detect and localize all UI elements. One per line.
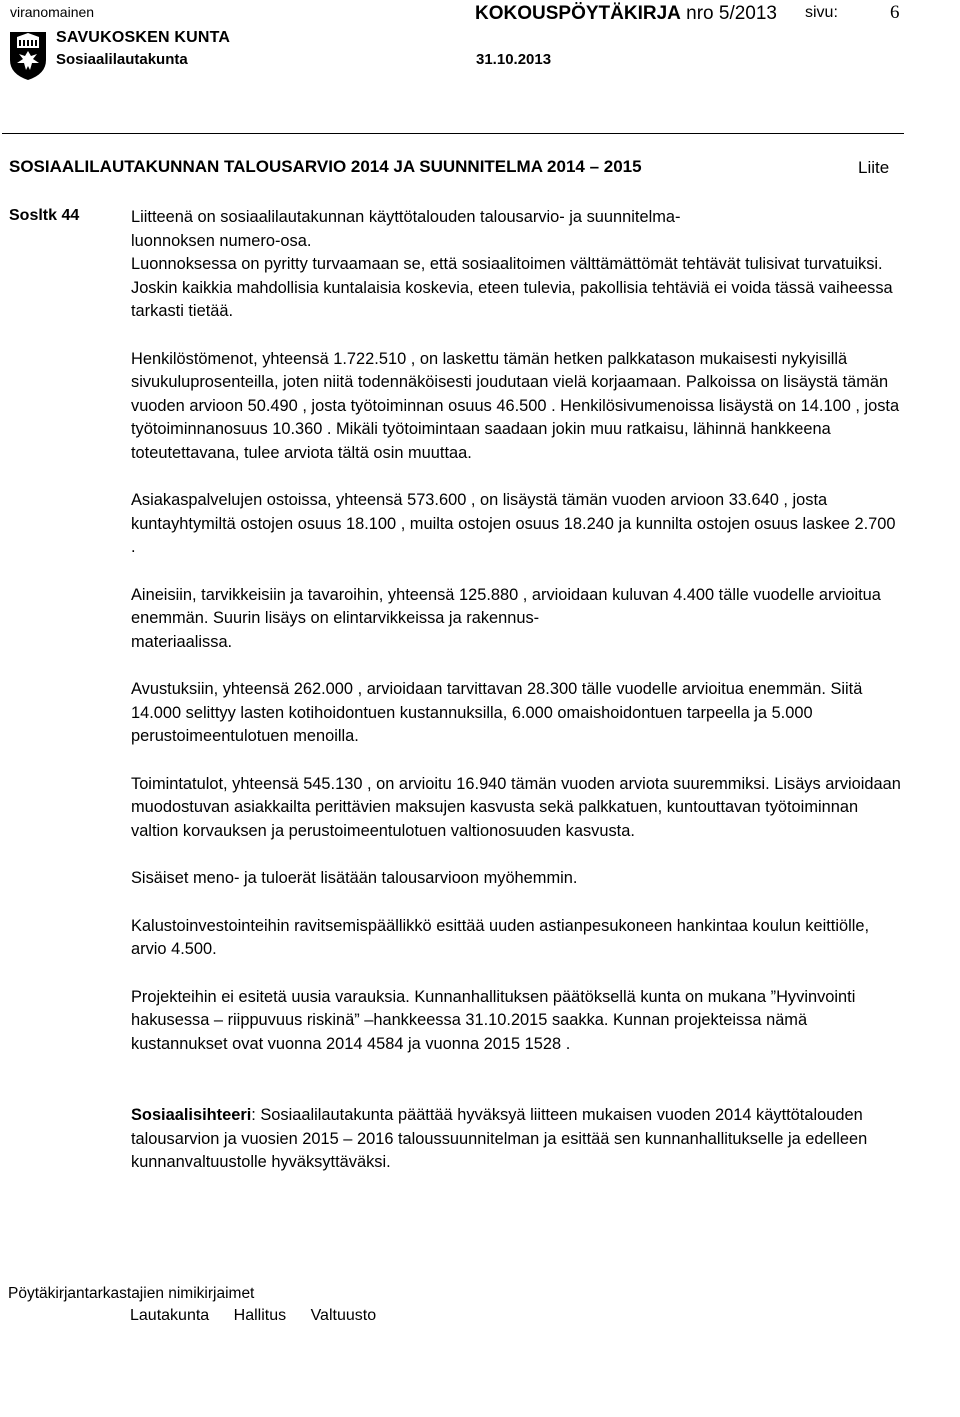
municipality-name: SAVUKOSKEN KUNTA (56, 29, 231, 46)
section-title: SOSIAALILAUTAKUNNAN TALOUSARVIO 2014 JA SUUNNITELMA 2014 – 2015 (9, 157, 642, 176)
page-number: 6 (890, 2, 900, 23)
paragraph-investments: Kalustoinvestointeihin ravitsemispäällikkö esittää uuden astianpesukoneen hankintaa koulun keittiölle, arvio 4.500. (131, 916, 870, 958)
paragraph-intro-2: Luonnoksessa on pyritty turvaamaan se, että sosiaalitoimen välttämättömät tehtävät tulisivat turvatuiksi. Joskin kaikkia mahdollisia kuntalaisia koskevia, eteen tulevia, pakollisia tehtäviä ei voida tässä vaiheessa tarkasti tietää. (131, 255, 893, 320)
header-divider (2, 133, 904, 134)
page-label: sivu: (805, 4, 838, 21)
proposal-text: : Sosiaalilautakunta päättää hyväksyä liitteen mukaisen vuoden 2014 käyttötalouden talousarvion ja vuosien 2015 – 2016 taloussuunnitelman ja esittää sen kunnanhallitukselle ja edelleen kunnanvaltuustolle hyväksyttäväksi. (131, 1106, 868, 1171)
signature-body-government: Hallitus (233, 1307, 287, 1324)
paragraph-grants: Avustuksiin, yhteensä 262.000 , arvioidaan tarvittavan 28.300 tälle vuodelle arvioitua enemmän. Siitä 14.000 selittyy lasten kotihoidontuen kustannuksilla, 6.000 omaishoidontuen tarpeella ja 5.000 perustoimeentulotuen menoilla. (131, 680, 863, 745)
case-number: Sosltk 44 (9, 207, 80, 224)
municipality-crest-icon (8, 30, 48, 82)
paragraph-materials: Aineisiin, tarvikkeisiin ja tavaroihin, yhteensä 125.880 , arvioidaan kuluvan 4.400 tälle vuodelle arvioitua enemmän. Suurin lisäys on elintarvikkeissa ja rakennus- materiaalissa. (131, 585, 881, 651)
document-number: nro 5/2013 (686, 3, 777, 24)
paragraph-intro-1: Liitteenä on sosiaalilautakunnan käyttötalouden talousarvio- ja suunnitelma- luonnoksen numero-osa. (131, 208, 681, 250)
board-name: Sosiaalilautakunta (56, 51, 188, 68)
signature-body-board: Lautakunta (130, 1307, 210, 1324)
proposal-label: Sosiaalisihteeri (131, 1106, 252, 1124)
authority-label: viranomainen (10, 4, 95, 20)
paragraph-personnel: Henkilöstömenot, yhteensä 1.722.510 , on laskettu tämän hetken palkkatason mukaisesti nykyisillä sivukuluprosenteilla, joten niitä todennäköisesti joudutaan vielä korjaamaan. Palkoissa on lisäystä tämän vuoden arvioon 50.490 , josta työtoiminnan osuus 46.500 . Henkilösivumenoissa lisäystä on 14.100 , josta työtoiminnanosuus 10.360 . Mikäli työtoimintaan saadaan jokin muu ratkaisu, lähinnä hankkeena toteutettavana, tulee arviota tältä osin muuttaa. (131, 349, 900, 462)
signatures-label: Pöytäkirjantarkastajien nimikirjaimet (8, 1285, 255, 1302)
signature-bodies (130, 1307, 396, 1325)
signature-body-council: Valtuusto (310, 1307, 377, 1324)
paragraph-internal-items: Sisäiset meno- ja tuloerät lisätään talousarvioon myöhemmin. (131, 869, 578, 887)
paragraph-revenues: Toimintatulot, yhteensä 545.130 , on arvioitu 16.940 tämän vuoden arviota suuremmiksi. Lisäys arvioidaan muodostuvan asiakkailta perittävien maksujen kasvusta sekä palkkatuen, kuntouttavan työtoiminnan valtion korvauksen ja perustoimeentulotuen valtionosuuden kasvusta. (131, 774, 901, 840)
document-title (475, 3, 777, 25)
meeting-date: 31.10.2013 (476, 51, 552, 68)
paragraph-projects: Projekteihin ei esitetä uusia varauksia. Kunnanhallituksen päätöksellä kunta on mukana ”Hyvinvointi hakusessa – riippuvuus riskinä” –hankkeessa 31.10.2015 saakka. Kunnan projekteissa nämä kustannukset ovat vuonna 2014 4584 ja vuonna 2015 1528 . (131, 987, 856, 1053)
paragraph-proposal (131, 1104, 901, 1175)
paragraph-customer-services: Asiakaspalvelujen ostoissa, yhteensä 573.600 , on lisäystä tämän vuoden arvioon 33.640 , josta kuntayhtymiltä ostojen osuus 18.100 , muilta ostojen osuus 18.240 ja kunnilta ostojen osuus laskee 2.700 . (131, 491, 896, 556)
attachment-label: Liite (858, 158, 890, 177)
minutes-body (131, 206, 901, 1199)
document-type: KOKOUSPÖYTÄKIRJA (475, 3, 681, 24)
